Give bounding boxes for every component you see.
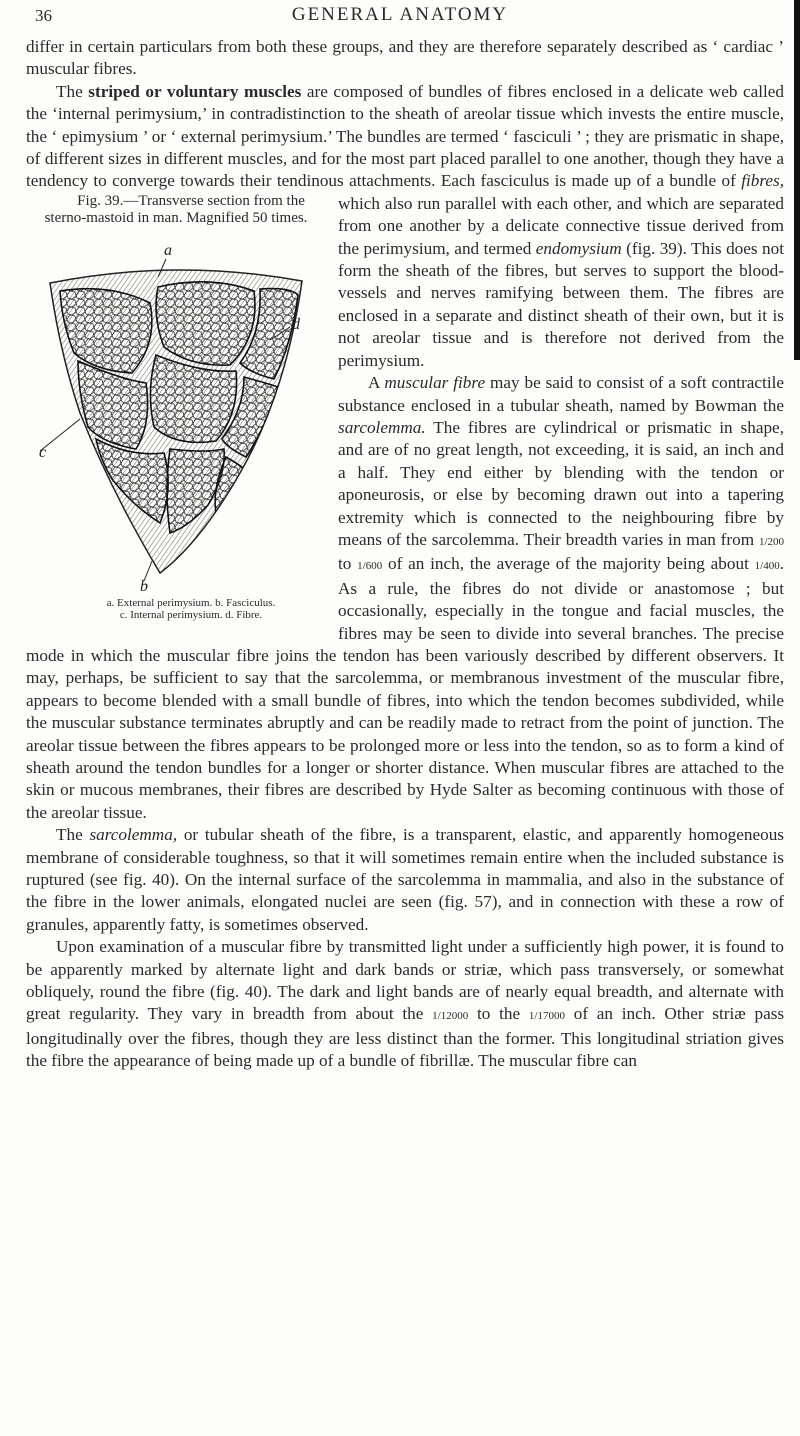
paragraph-intro: differ in certain particulars from both these groups, and they are therefore separately described as ‘ cardiac ’ muscular fibres. (26, 37, 784, 79)
figure-legend (26, 597, 326, 621)
figure-legend-line-2: c. Internal perimysium. d. Fibre. (119, 608, 263, 621)
figure-caption: Fig. 39.—Transverse section from the sterno-mastoid in man. Magnified 50 times. (44, 192, 308, 226)
figure-label-c: c (39, 443, 47, 461)
fraction-1-400: 1/400 (754, 560, 780, 573)
term-sarcolemma-2: sarcolemma, (89, 825, 178, 845)
fraction-1-17000: 1/17000 (528, 1010, 565, 1023)
fraction-1-200: 1/200 (758, 535, 784, 548)
paragraph-sarcolemma: The sarcolemma, or tubular sheath of the fibre, is a transparent, elastic, and apparently homogeneous membrane of considerable toughness, so that it will sometimes remain entire when the included substance is ruptured (see fig. 40). On the internal surface of the sarcolemma in mammalia, and also in the substance of the fibre in the lower animals, elongated nuclei are seen (fig. 57), and in connection with these a row of granules, apparently fatty, is sometimes observed. (26, 825, 784, 934)
fraction-1-600: 1/600 (357, 560, 383, 573)
body-text (26, 36, 784, 1073)
paragraph-muscular-fibre: A muscular fibre may be said to consist of a soft contractile substance enclosed in a tubular sheath, named by Bowman the sarcolemma. The fibres are cylindrical or prismatic in shape, and are of no great length, not exceeding, it is said, an inch and a half. They end either by blending with the tendon or aponeurosis, or else by becoming drawn out into a tapering extremity which is connected to the neighbouring fibre by means of the sarcolemma. Their breadth varies in man from 1/200 to 1/600 of an inch, the average of the majority being about 1/400. As a rule, the fibres do not divide or anastomose ; but occasionally, especially in the tongue and facial muscles, the fibres may be seen to divide into several branches. The precise mode in which the muscular fibre joins the tendon has been variously described by different observers. It may, perhaps, be sufficient to say that the sarcolemma, or membranous investment of the muscular fibre, appears to become blended with a small bundle of fibres, into which the tendon becomes subdivided, while the muscular substance terminates abruptly and can be readily made to retract from the point of junction. The areolar tissue between the fibres appears to be prolonged more or less into the tendon, so as to form a kind of sheath around the tendon bundles for a longer or shorter distance. When muscular fibres are attached to the skin or mucous membranes, their fibres are described by Hyde Salter as becoming continuous with those of the areolar tissue. (26, 373, 785, 822)
fraction-1-12000: 1/12000 (432, 1010, 469, 1023)
term-fibres: fibres, (741, 171, 784, 191)
paragraph-striped-muscles: The striped or voluntary muscles are composed of bundles of fibres enclosed in a delicate web called the ‘internal perimysium,’ in contradistinction to the sheath of areolar tissue which invests the entire muscle, the ‘ epimysium ’ or ‘ external perimysium.’ The bundles are termed ‘ fasciculi ’ ; they are prismatic in shape, of different sizes in different muscles, and for the most part placed parallel to one another, though they have a tendency to converge towards their tendinous attachments. Each fasciculus is made up of a bundle of Fig. 39.—Transverse section from the sterno-mastoid in man. Magnified 50 times. a c d b a. External perimysium. b. Fasciculus. c. Internal perimysium. d. Fibre. fibres, which also run parallel with each other, and which are separated from one another by a delicate connective tissue derived from the perimysium, and termed endomysium (fig. 39). This does not form the sheath of the fibres, but serves to support the blood-vessels and nerves ramifying between them. The fibres are enclosed in a separate and distinct sheath of their own, but it is not areolar tissue and is therefore not derived from the perimysium. (26, 81, 784, 372)
term-muscular-fibre: muscular fibre (384, 373, 486, 393)
figure-39 (26, 193, 326, 630)
page-number: 36 (35, 6, 52, 25)
muscle-cross-section-illustration (40, 243, 310, 593)
page-edge-shadow (794, 0, 800, 360)
figure-label-b: b (140, 577, 148, 595)
term-striped-muscles: striped or voluntary muscles (88, 81, 302, 101)
running-head: GENERAL ANATOMY (291, 4, 509, 25)
figure-label-d: d (292, 315, 300, 333)
figure-label-a: a (164, 241, 172, 259)
term-sarcolemma: sarcolemma. (338, 417, 426, 437)
paragraph-striae: Upon examination of a muscular fibre by transmitted light under a sufficiently high power, it is found to be apparently marked by alternate light and dark bands or striæ, which pass transversely, or somewhat obliquely, round the fibre (fig. 40). The dark and light bands are of nearly equal breadth, and alternate with great regularity. They vary in breadth from about the 1/12000 to the 1/17000 of an inch. Other striæ pass longitudinally over the fibres, though they are less distinct than the former. This longitudinal striation gives the fibre the appearance of being made up of a bundle of fibrillæ. The muscular fibre can (26, 937, 785, 1071)
term-endomysium: endomysium (535, 238, 622, 258)
figure-legend-line-1: a. External perimysium. b. Fasciculus. (106, 596, 276, 609)
